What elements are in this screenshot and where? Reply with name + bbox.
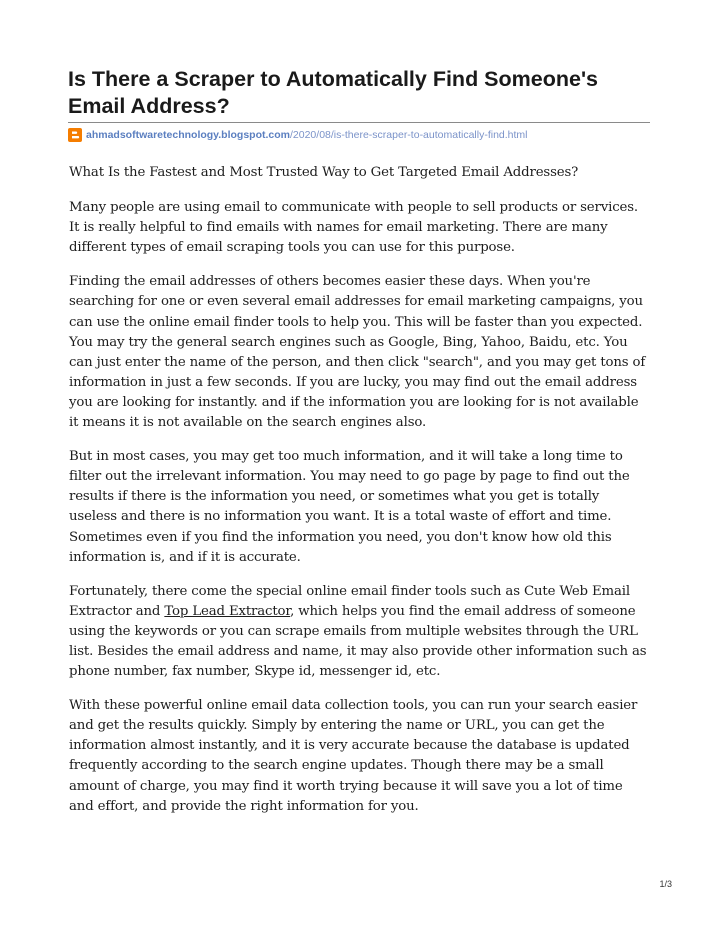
title-divider [68, 122, 650, 123]
source-line [68, 127, 528, 143]
paragraph-1: Many people are using email to communicate with people to sell products or services. It is really helpful to find emails with names for email marketing. There are many different types of email scraping tools you can use for this purpose. [69, 200, 638, 256]
paragraph-4-text-after: , which helps you find the email address of someone using the keywords or you can scrape emails from multiple websites through the URL list. Besides the email address and name, it may also provide other information such as phone number, fax number, Skype id, messenger id, etc. [69, 603, 647, 680]
page-title: Is There a Scraper to Automatically Find Someone's Email Address? [68, 67, 599, 118]
paragraph-4 [69, 582, 651, 682]
page-number: 1/3 [659, 879, 672, 889]
top-lead-extractor-link[interactable]: Top Lead Extractor [164, 603, 291, 619]
paragraph-2: Finding the email addresses of others becomes easier these days. When you're searching for one or even several email addresses for email marketing campaigns, you can use the online email finder tools to help you. This will be faster than you expected. You may try the general search engines such as Google, Bing, Yahoo, Baidu, etc. You can just enter the name of the person, and then click "search", and you may get tons of information in just a few seconds. If you are lucky, you may find out the email address you are looking for instantly. and if the information you are looking for is not available it means it is not available on the search engines also. [69, 274, 646, 431]
lead-paragraph: What Is the Fastest and Most Trusted Way to Get Targeted Email Addresses? [69, 165, 579, 180]
paragraph-4-text-before: Fortunately, there come the special online email finder tools such as Cute Web Email Extractor and [69, 583, 630, 619]
source-link[interactable] [86, 129, 528, 141]
blogger-icon [68, 128, 82, 142]
paragraph-5: With these powerful online email data collection tools, you can run your search easier and get the results quickly. Simply by entering the name or URL, you can get the information almost instantly, and it is very accurate because the database is updated frequently according to the search engine updates. Though there may be a small amount of charge, you may find it worth trying because it will save you a lot of time and effort, and provide the right information for you. [69, 698, 638, 814]
source-domain[interactable]: ahmadsoftwaretechnology.blogspot.com [86, 129, 290, 141]
paragraph-3: But in most cases, you may get too much information, and it will take a long time to filter out the irrelevant information. You may need to go page by page to find out the results if there is the information you need, or sometimes what you get is totally useless and there is no information you want. It is a total waste of effort and time. Sometimes even if you find the information you need, you don't know how old this information is, and if it is accurate. [69, 449, 630, 565]
article-body [69, 163, 651, 831]
source-path[interactable]: /2020/08/is-there-scraper-to-automatically-find.html [290, 129, 528, 141]
